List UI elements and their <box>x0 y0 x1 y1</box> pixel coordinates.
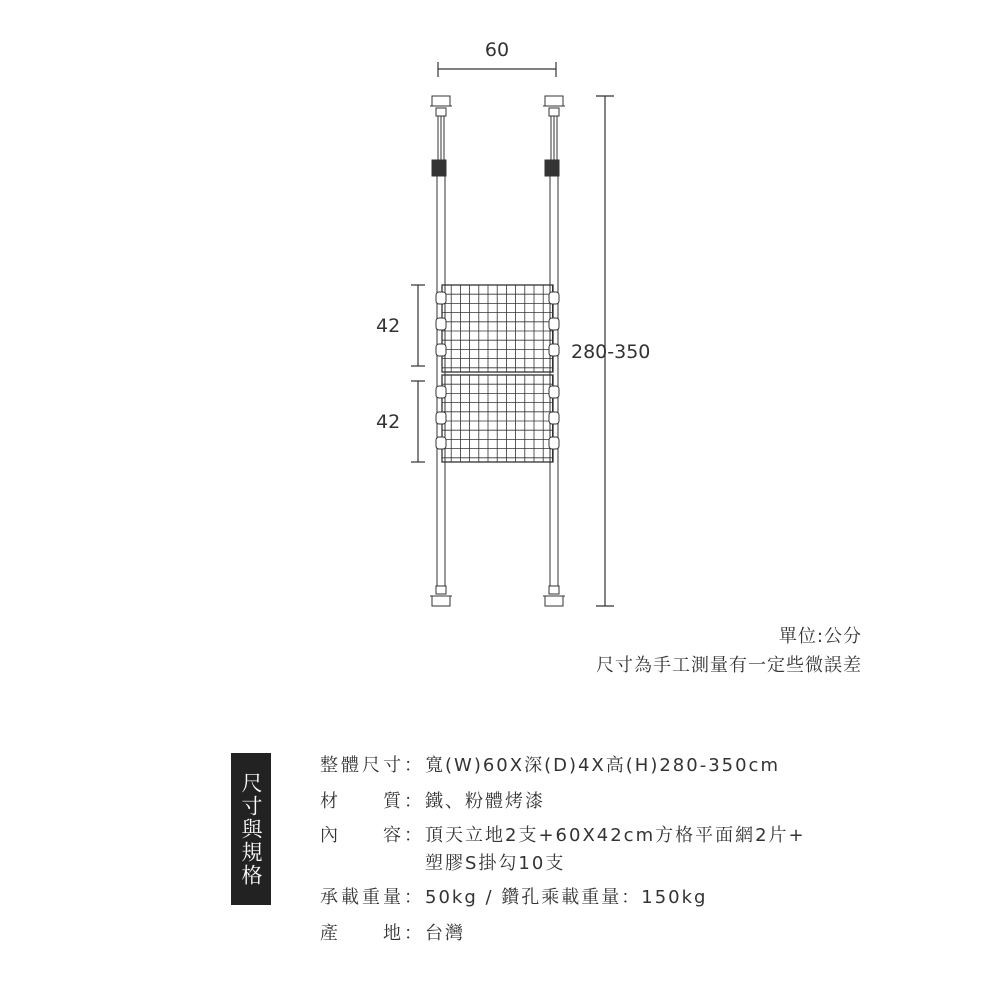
hook-icon <box>436 344 446 356</box>
hook-icon <box>436 437 446 449</box>
spec-label: 承載重量 <box>320 887 403 908</box>
hook-icon <box>436 318 446 330</box>
spec-colon: ： <box>404 791 424 812</box>
hook-icon <box>549 344 559 356</box>
spec-colon: ： <box>404 755 424 776</box>
hook-icon <box>436 386 446 398</box>
panel-upper-label: 42 <box>376 315 401 337</box>
spec-colon: ： <box>404 887 424 908</box>
spec-row-contents-continuation: 塑膠S掛勾10支 <box>425 853 566 874</box>
panel-lower-dimension <box>411 381 425 462</box>
spec-value: 台灣 <box>425 923 465 944</box>
hook-icon <box>549 292 559 304</box>
spec-row-contents <box>320 821 806 847</box>
spec-row-material <box>320 787 545 813</box>
spec-row-load <box>320 883 707 909</box>
tolerance-note: 尺寸為手工測量有一定些微誤差 <box>596 655 862 676</box>
spec-value: 50kg / 鑽孔乘載重量：150kg <box>425 887 708 908</box>
width-dimension <box>438 62 556 77</box>
hook-icon <box>549 386 559 398</box>
spec-label: 產 地 <box>320 923 403 944</box>
spec-row-origin <box>320 919 465 945</box>
spec-label: 整體尺寸 <box>320 755 403 776</box>
hook-icon <box>436 412 446 424</box>
spec-label: 內 容 <box>320 825 403 846</box>
hook-icon <box>549 412 559 424</box>
spec-value: 鐵、粉體烤漆 <box>425 791 545 812</box>
spec-colon: ： <box>404 923 424 944</box>
grid-panel-lower <box>442 375 553 462</box>
spec-label: 材 質 <box>320 791 403 812</box>
unit-note: 單位:公分 <box>778 626 862 647</box>
width-label: 60 <box>484 39 510 61</box>
spec-value: 寬(W)60X深(D)4X高(H)280-350cm <box>425 755 780 776</box>
spec-value: 頂天立地2支+60X42cm方格平面網2片+ <box>425 825 806 846</box>
spec-badge: 尺寸與規格 <box>231 753 271 905</box>
grid-panel-upper <box>442 285 553 372</box>
hook-icon <box>549 318 559 330</box>
spec-row-overall-size <box>320 751 780 777</box>
panel-upper-dimension <box>411 285 425 366</box>
hook-icon <box>549 437 559 449</box>
height-label: 280-350 <box>571 341 651 363</box>
panel-lower-label: 42 <box>376 411 401 433</box>
spec-colon: ： <box>404 825 424 846</box>
hook-icon <box>436 292 446 304</box>
rack-illustration <box>430 96 565 606</box>
